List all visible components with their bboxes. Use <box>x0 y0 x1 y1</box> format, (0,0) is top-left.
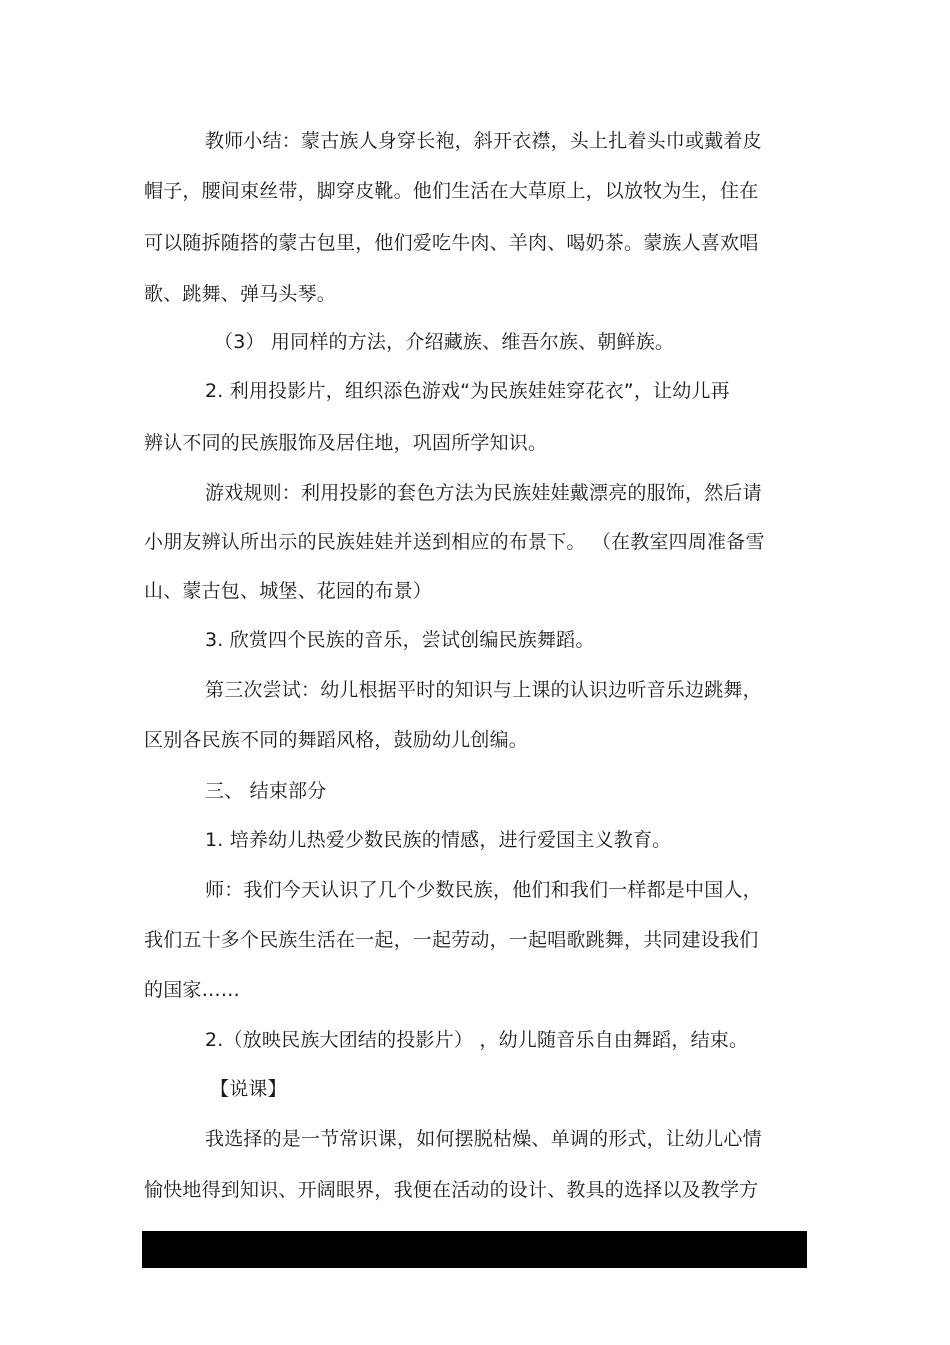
text-line: 区别各民族不同的舞蹈风格，鼓励幼儿创编。 <box>144 729 529 751</box>
section-heading: 三、 结束部分 <box>205 780 327 802</box>
text-line: 的国家…… <box>144 979 241 1001</box>
text-line: 我选择的是一节常识课，如何摆脱枯燥、单调的形式，让幼儿心情 <box>205 1128 762 1150</box>
footer-bar <box>142 1231 807 1268</box>
text-line: 1. 培养幼儿热爱少数民族的情感，进行爱国主义教育。 <box>205 829 672 851</box>
text-line: 第三次尝试：幼儿根据平时的知识与上课的认识边听音乐边跳舞， <box>205 679 762 701</box>
text-line: 歌、跳舞、弹马头琴。 <box>144 283 337 305</box>
text-line: 山、蒙古包、城堡、花园的布景） <box>144 580 433 602</box>
section-heading: 【说课】 <box>210 1078 287 1100</box>
text-line: （3） 用同样的方法，介绍藏族、维吾尔族、朝鲜族。 <box>214 331 675 353</box>
text-line: 可以随拆随搭的蒙古包里，他们爱吃牛肉、羊肉、喝奶茶。蒙族人喜欢唱 <box>144 232 759 254</box>
text-line: 3. 欣赏四个民族的音乐，尝试创编民族舞蹈。 <box>205 629 595 651</box>
text-line: 师：我们今天认识了几个少数民族，他们和我们一样都是中国人， <box>205 879 762 901</box>
text-line: 我们五十多个民族生活在一起，一起劳动，一起唱歌跳舞，共同建设我们 <box>144 929 759 951</box>
text-line: 愉快地得到知识、开阔眼界，我便在活动的设计、教具的选择以及教学方 <box>144 1179 759 1201</box>
text-line: 游戏规则：利用投影的套色方法为民族娃娃戴漂亮的服饰，然后请 <box>205 482 762 504</box>
text-line: 小朋友辨认所出示的民族娃娃并送到相应的布景下。 （在教室四周准备雪 <box>144 531 765 553</box>
text-line: 2.（放映民族大团结的投影片） ，幼儿随音乐自由舞蹈，结束。 <box>205 1029 749 1051</box>
text-line: 帽子，腰间束丝带，脚穿皮靴。他们生活在大草原上，以放牧为生，住在 <box>144 180 759 202</box>
text-line: 教师小结：蒙古族人身穿长袍，斜开衣襟，头上扎着头巾或戴着皮 <box>205 130 762 152</box>
text-line: 2. 利用投影片，组织添色游戏“为民族娃娃穿花衣”，让幼儿再 <box>205 380 730 402</box>
text-line: 辨认不同的民族服饰及居住地，巩固所学知识。 <box>144 432 548 454</box>
